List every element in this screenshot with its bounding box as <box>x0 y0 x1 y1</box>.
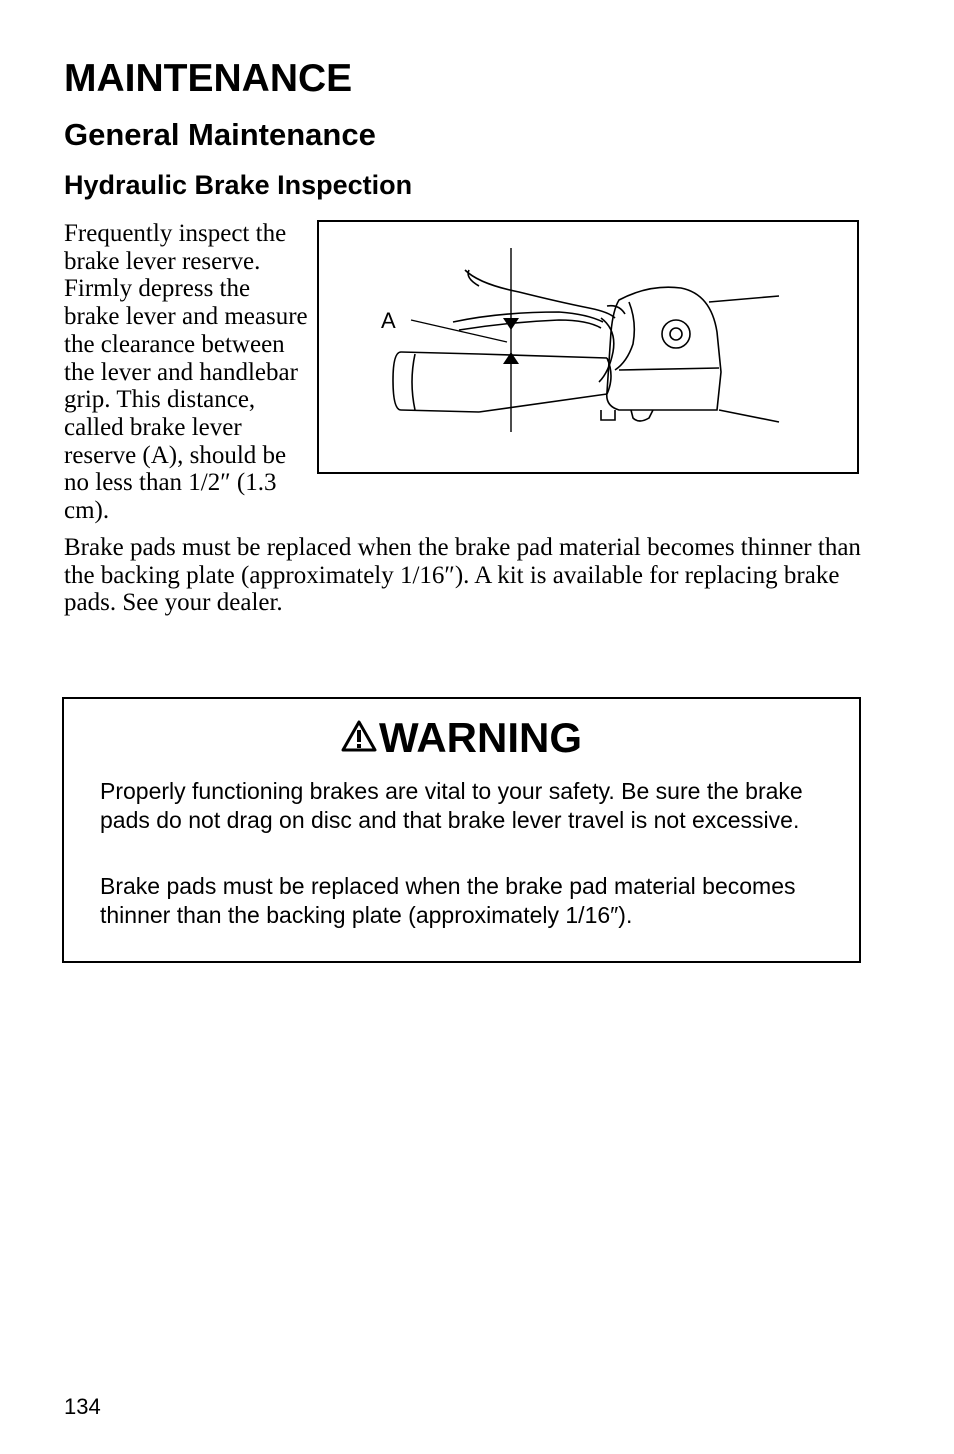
warning-paragraph-1: Properly functioning brakes are vital to your safety. Be sure the brake pads do not drag on disc and that brake lever travel is not excessive. <box>100 778 803 833</box>
section-title: MAINTENANCE <box>64 57 353 100</box>
warning-paragraph-2: Brake pads must be replaced when the brake pad material becomes thinner than the backing plate (approximately 1/16″). <box>100 873 796 928</box>
warning-title <box>64 713 859 766</box>
callout-label-a: A <box>381 308 396 333</box>
warning-box <box>62 697 861 963</box>
paragraph-brake-pads: Brake pads must be replaced when the brake pad material becomes thinner than the backing plate (approximately 1/16″). A kit is available for replacing brake pads. See your dealer. <box>64 534 861 617</box>
brake-lever-figure <box>317 220 859 474</box>
page-number: 134 <box>64 1394 101 1419</box>
warning-triangle-icon <box>341 713 377 763</box>
paragraph-brake-reserve-text: Frequently inspect the brake lever reserve. Firmly depress the brake lever and measure the clearance between the lever and handlebar grip. This distance, called brake lever reserve (A), should be no less than 1/2″ (1.3 cm). <box>64 220 308 525</box>
subsection-title: General Maintenance <box>64 117 376 152</box>
brake-lever-illustration <box>319 222 857 472</box>
warning-title-text: WARNING <box>379 714 582 761</box>
topic-title: Hydraulic Brake Inspection <box>64 170 413 200</box>
